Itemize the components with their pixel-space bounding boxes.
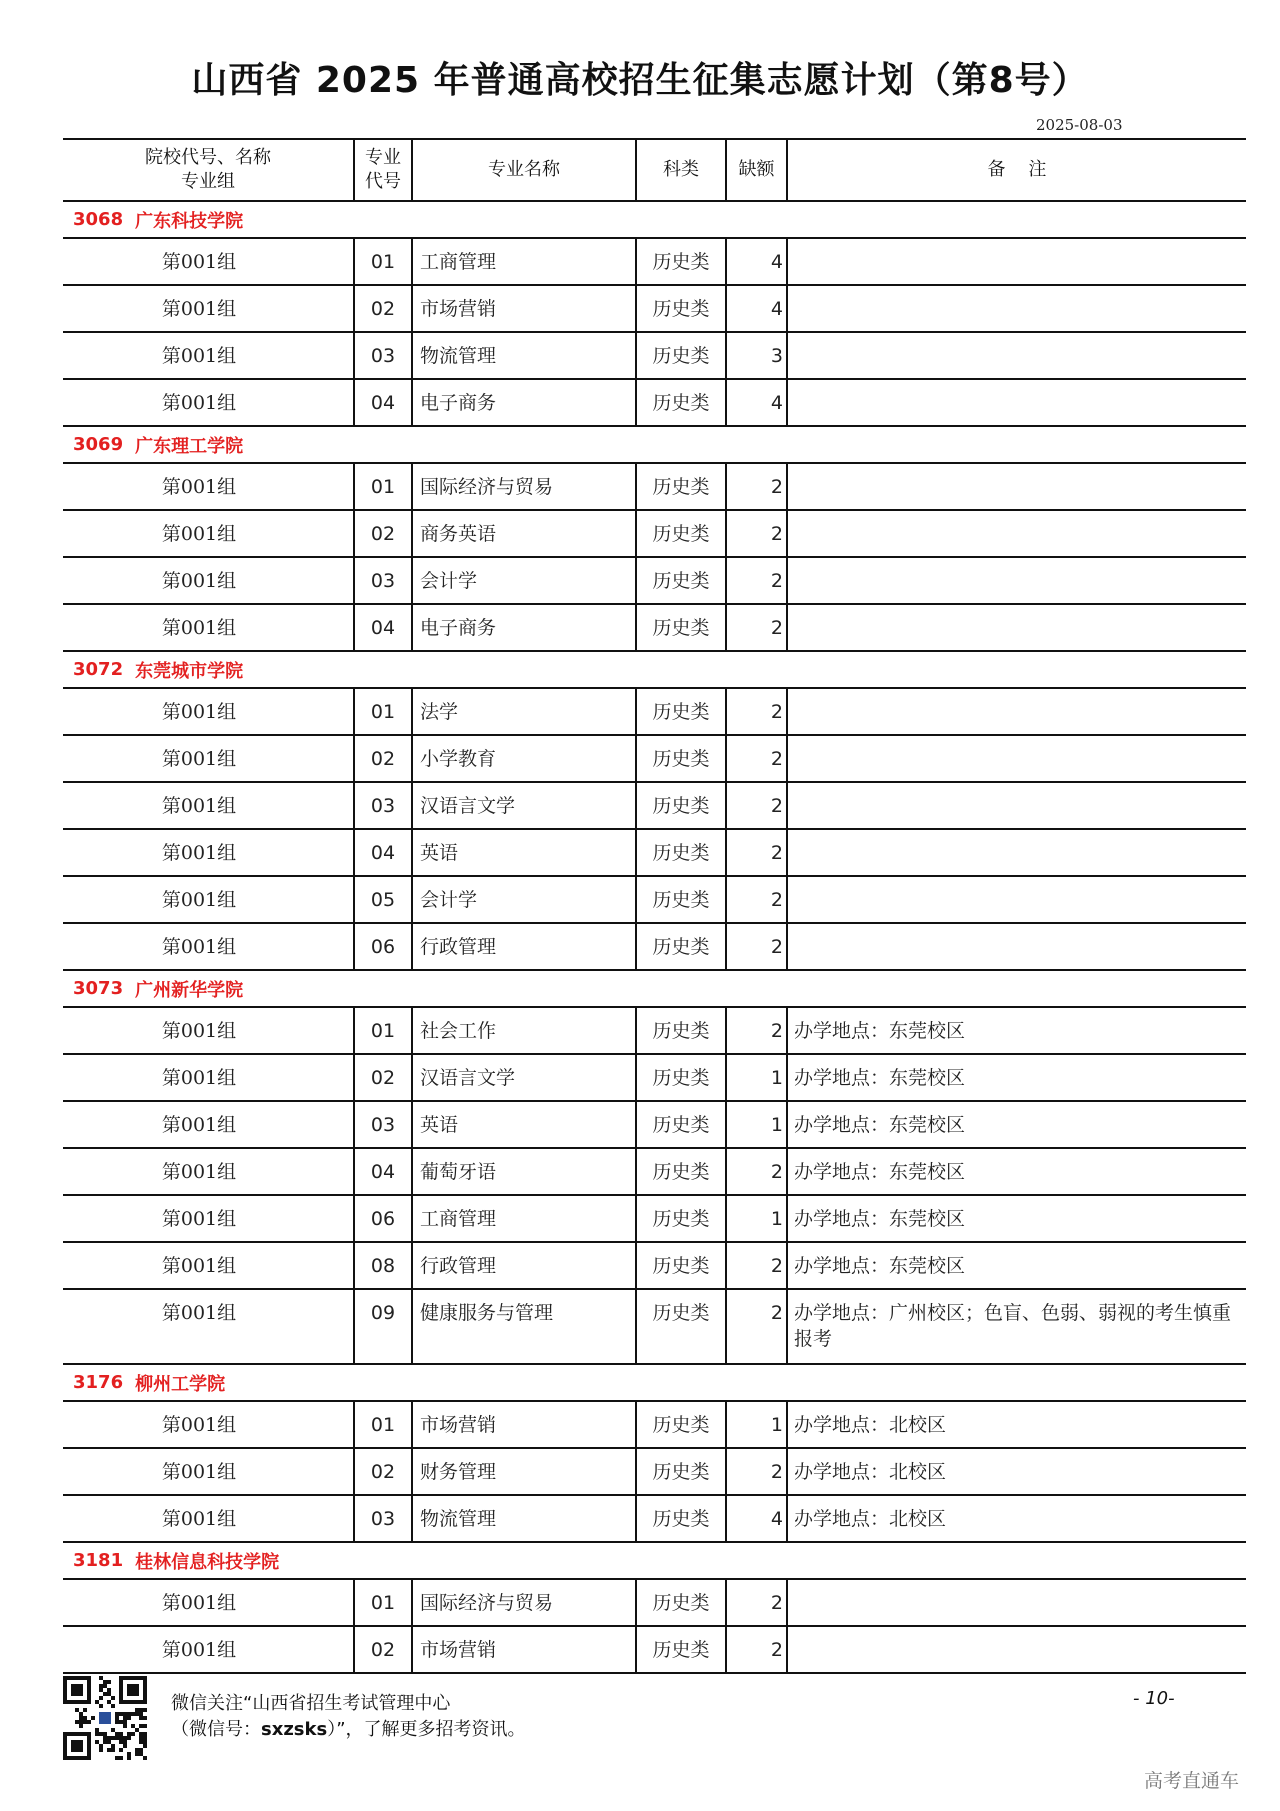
group-cell: 第001组	[161, 1592, 237, 1614]
school-name: 广州新华学院	[135, 979, 244, 1001]
header-group	[63, 140, 353, 200]
school-code: 3073	[73, 978, 124, 999]
major-name-cell: 会计学	[411, 558, 635, 603]
major-name-cell: 物流管理	[411, 1496, 635, 1541]
major-code-cell: 04	[353, 1149, 411, 1194]
category-cell: 历史类	[635, 1055, 725, 1100]
category-cell: 历史类	[635, 1196, 725, 1241]
group-cell: 第001组	[161, 1020, 237, 1042]
major-name-cell: 汉语言文学	[411, 1055, 635, 1100]
header-code-label: 专业 代号	[365, 147, 401, 192]
note-cell	[786, 1627, 1246, 1672]
table-row	[63, 1402, 1246, 1449]
school-header	[63, 1365, 1246, 1402]
table-row	[63, 1449, 1246, 1496]
note-cell: 办学地点：广州校区；色盲、色弱、弱视的考生慎重报考	[786, 1290, 1246, 1363]
page-footer	[63, 1676, 1246, 1776]
major-code-cell: 08	[353, 1243, 411, 1288]
school-name: 桂林信息科技学院	[135, 1551, 280, 1573]
qr-code-icon	[63, 1676, 147, 1760]
major-name-cell: 物流管理	[411, 333, 635, 378]
major-code-cell: 02	[353, 286, 411, 331]
category-cell: 历史类	[635, 1496, 725, 1541]
quota-cell: 2	[725, 689, 786, 734]
category-cell: 历史类	[635, 558, 725, 603]
major-code-cell: 01	[353, 1008, 411, 1053]
group-cell: 第001组	[161, 298, 237, 320]
school-code: 3176	[73, 1372, 124, 1393]
page-number: - 10-	[1133, 1688, 1175, 1709]
note-cell	[786, 1580, 1246, 1625]
major-name-cell: 葡萄牙语	[411, 1149, 635, 1194]
major-name-cell: 电子商务	[411, 380, 635, 425]
major-name-cell: 国际经济与贸易	[411, 464, 635, 509]
school-code: 3072	[73, 659, 124, 680]
major-name-cell: 法学	[411, 689, 635, 734]
note-cell	[786, 877, 1246, 922]
school-header	[63, 652, 1246, 689]
table-row	[63, 239, 1246, 286]
note-cell: 办学地点：东莞校区	[786, 1196, 1246, 1241]
category-cell: 历史类	[635, 239, 725, 284]
wechat-suffix: ）”，了解更多招考资讯。	[327, 1719, 526, 1740]
table-row	[63, 286, 1246, 333]
category-cell: 历史类	[635, 736, 725, 781]
school-name: 东莞城市学院	[135, 660, 244, 682]
quota-cell: 2	[725, 1627, 786, 1672]
table-row	[63, 1102, 1246, 1149]
quota-cell: 2	[725, 1580, 786, 1625]
table-row	[63, 1196, 1246, 1243]
major-name-cell: 国际经济与贸易	[411, 1580, 635, 1625]
wechat-line-2	[171, 1715, 526, 1741]
major-name-cell: 健康服务与管理	[411, 1290, 635, 1363]
header-quota-label: 缺额	[738, 159, 775, 180]
note-cell	[786, 511, 1246, 556]
header-group-label: 院校代号、名称 专业组	[145, 147, 271, 192]
major-code-cell: 02	[353, 1449, 411, 1494]
note-cell	[786, 239, 1246, 284]
watermark: 高考直通车	[1144, 1770, 1240, 1792]
major-name-cell: 社会工作	[411, 1008, 635, 1053]
major-code-cell: 03	[353, 333, 411, 378]
category-cell: 历史类	[635, 380, 725, 425]
group-cell: 第001组	[161, 842, 237, 864]
category-cell: 历史类	[635, 1008, 725, 1053]
school-header	[63, 202, 1246, 239]
category-cell: 历史类	[635, 1243, 725, 1288]
quota-cell: 2	[725, 1149, 786, 1194]
table-row	[63, 1290, 1246, 1365]
category-cell: 历史类	[635, 333, 725, 378]
group-cell: 第001组	[161, 1067, 237, 1089]
quota-cell: 2	[725, 736, 786, 781]
table-row	[63, 1149, 1246, 1196]
quota-cell: 2	[725, 1449, 786, 1494]
quota-cell: 1	[725, 1055, 786, 1100]
group-cell: 第001组	[161, 1114, 237, 1136]
category-cell: 历史类	[635, 830, 725, 875]
major-name-cell: 行政管理	[411, 924, 635, 969]
table-row	[63, 736, 1246, 783]
quota-cell: 2	[725, 464, 786, 509]
note-cell: 办学地点：东莞校区	[786, 1149, 1246, 1194]
category-cell: 历史类	[635, 1102, 725, 1147]
quota-cell: 3	[725, 333, 786, 378]
table-row	[63, 1627, 1246, 1674]
note-cell: 办学地点：北校区	[786, 1402, 1246, 1447]
note-cell: 办学地点：东莞校区	[786, 1243, 1246, 1288]
category-cell: 历史类	[635, 1449, 725, 1494]
category-cell: 历史类	[635, 877, 725, 922]
note-cell	[786, 830, 1246, 875]
quota-cell: 2	[725, 1008, 786, 1053]
table-row	[63, 605, 1246, 652]
page-title: 山西省 2025 年普通高校招生征集志愿计划（第8号）	[191, 60, 1089, 101]
major-name-cell: 会计学	[411, 877, 635, 922]
group-cell: 第001组	[161, 570, 237, 592]
table-row	[63, 380, 1246, 427]
group-cell: 第001组	[161, 251, 237, 273]
major-name-cell: 英语	[411, 1102, 635, 1147]
school-name: 广东理工学院	[135, 435, 244, 457]
header-name-label: 专业名称	[488, 159, 560, 180]
group-cell: 第001组	[161, 1461, 237, 1483]
group-cell: 第001组	[161, 1414, 237, 1436]
table-row	[63, 558, 1246, 605]
major-name-cell: 商务英语	[411, 511, 635, 556]
school-code: 3181	[73, 1550, 124, 1571]
publish-date: 2025-08-03	[1036, 116, 1123, 134]
note-cell	[786, 605, 1246, 650]
group-cell: 第001组	[161, 523, 237, 545]
plan-table	[63, 138, 1246, 1674]
header-code	[353, 140, 411, 200]
note-cell	[786, 380, 1246, 425]
note-cell	[786, 924, 1246, 969]
major-name-cell: 汉语言文学	[411, 783, 635, 828]
major-code-cell: 03	[353, 1102, 411, 1147]
major-name-cell: 市场营销	[411, 286, 635, 331]
quota-cell: 2	[725, 605, 786, 650]
major-code-cell: 02	[353, 1627, 411, 1672]
major-name-cell: 英语	[411, 830, 635, 875]
table-row	[63, 1580, 1246, 1627]
major-name-cell: 市场营销	[411, 1627, 635, 1672]
table-row	[63, 783, 1246, 830]
major-code-cell: 04	[353, 380, 411, 425]
note-cell	[786, 689, 1246, 734]
quota-cell: 2	[725, 558, 786, 603]
group-cell: 第001组	[161, 392, 237, 414]
major-name-cell: 市场营销	[411, 1402, 635, 1447]
table-body	[63, 202, 1246, 1674]
quota-cell: 4	[725, 380, 786, 425]
major-code-cell: 01	[353, 689, 411, 734]
table-row	[63, 1008, 1246, 1055]
table-row	[63, 1055, 1246, 1102]
group-cell: 第001组	[161, 476, 237, 498]
quota-cell: 1	[725, 1102, 786, 1147]
quota-cell: 4	[725, 1496, 786, 1541]
major-code-cell: 03	[353, 783, 411, 828]
group-cell: 第001组	[161, 1639, 237, 1661]
header-name	[411, 140, 635, 200]
school-header	[63, 1543, 1246, 1580]
group-cell: 第001组	[161, 936, 237, 958]
group-cell: 第001组	[161, 1508, 237, 1530]
note-cell: 办学地点：北校区	[786, 1449, 1246, 1494]
wechat-id: sxzsks	[261, 1719, 328, 1740]
table-row	[63, 1496, 1246, 1543]
quota-cell: 2	[725, 1290, 786, 1363]
school-name: 柳州工学院	[135, 1373, 226, 1395]
group-cell: 第001组	[161, 701, 237, 723]
major-code-cell: 02	[353, 511, 411, 556]
group-cell: 第001组	[161, 1302, 237, 1324]
major-name-cell: 工商管理	[411, 239, 635, 284]
major-code-cell: 05	[353, 877, 411, 922]
note-cell	[786, 558, 1246, 603]
major-code-cell: 06	[353, 1196, 411, 1241]
table-row	[63, 689, 1246, 736]
category-cell: 历史类	[635, 1402, 725, 1447]
table-row	[63, 464, 1246, 511]
major-code-cell: 09	[353, 1290, 411, 1363]
major-name-cell: 行政管理	[411, 1243, 635, 1288]
table-row	[63, 830, 1246, 877]
quota-cell: 2	[725, 783, 786, 828]
header-kind-label: 科类	[663, 159, 699, 180]
table-row	[63, 511, 1246, 558]
quota-cell: 4	[725, 286, 786, 331]
header-kind	[635, 140, 725, 200]
major-code-cell: 01	[353, 1580, 411, 1625]
table-header	[63, 140, 1246, 202]
note-cell	[786, 783, 1246, 828]
school-code: 3068	[73, 209, 124, 230]
major-name-cell: 小学教育	[411, 736, 635, 781]
category-cell: 历史类	[635, 1627, 725, 1672]
category-cell: 历史类	[635, 464, 725, 509]
quota-cell: 2	[725, 877, 786, 922]
wechat-prefix: （微信号：	[171, 1719, 261, 1740]
major-code-cell: 06	[353, 924, 411, 969]
school-code: 3069	[73, 434, 124, 455]
category-cell: 历史类	[635, 783, 725, 828]
table-row	[63, 333, 1246, 380]
header-quota	[725, 140, 786, 200]
table-row	[63, 1243, 1246, 1290]
major-code-cell: 01	[353, 239, 411, 284]
quota-cell: 4	[725, 239, 786, 284]
header-note	[786, 140, 1246, 200]
category-cell: 历史类	[635, 1149, 725, 1194]
note-cell: 办学地点：东莞校区	[786, 1055, 1246, 1100]
major-code-cell: 03	[353, 1496, 411, 1541]
group-cell: 第001组	[161, 345, 237, 367]
wechat-line-1: 微信关注“山西省招生考试管理中心	[171, 1693, 451, 1714]
category-cell: 历史类	[635, 605, 725, 650]
note-cell	[786, 333, 1246, 378]
table-row	[63, 924, 1246, 971]
major-code-cell: 02	[353, 1055, 411, 1100]
category-cell: 历史类	[635, 1290, 725, 1363]
category-cell: 历史类	[635, 1580, 725, 1625]
quota-cell: 1	[725, 1402, 786, 1447]
school-header	[63, 427, 1246, 464]
major-name-cell: 电子商务	[411, 605, 635, 650]
school-name: 广东科技学院	[135, 210, 244, 232]
group-cell: 第001组	[161, 1255, 237, 1277]
group-cell: 第001组	[161, 617, 237, 639]
major-code-cell: 03	[353, 558, 411, 603]
group-cell: 第001组	[161, 1161, 237, 1183]
group-cell: 第001组	[161, 1208, 237, 1230]
group-cell: 第001组	[161, 748, 237, 770]
category-cell: 历史类	[635, 924, 725, 969]
major-code-cell: 04	[353, 605, 411, 650]
header-note-label: 备 注	[987, 159, 1047, 180]
note-cell	[786, 464, 1246, 509]
quota-cell: 2	[725, 1243, 786, 1288]
quota-cell: 2	[725, 924, 786, 969]
table-row	[63, 877, 1246, 924]
group-cell: 第001组	[161, 889, 237, 911]
note-cell: 办学地点：东莞校区	[786, 1102, 1246, 1147]
group-cell: 第001组	[161, 795, 237, 817]
note-cell: 办学地点：东莞校区	[786, 1008, 1246, 1053]
category-cell: 历史类	[635, 511, 725, 556]
quota-cell: 1	[725, 1196, 786, 1241]
school-header	[63, 971, 1246, 1008]
major-code-cell: 01	[353, 464, 411, 509]
category-cell: 历史类	[635, 286, 725, 331]
category-cell: 历史类	[635, 689, 725, 734]
quota-cell: 2	[725, 511, 786, 556]
major-code-cell: 04	[353, 830, 411, 875]
note-cell	[786, 736, 1246, 781]
major-name-cell: 财务管理	[411, 1449, 635, 1494]
note-cell: 办学地点：北校区	[786, 1496, 1246, 1541]
major-code-cell: 01	[353, 1402, 411, 1447]
major-name-cell: 工商管理	[411, 1196, 635, 1241]
major-code-cell: 02	[353, 736, 411, 781]
quota-cell: 2	[725, 830, 786, 875]
note-cell	[786, 286, 1246, 331]
